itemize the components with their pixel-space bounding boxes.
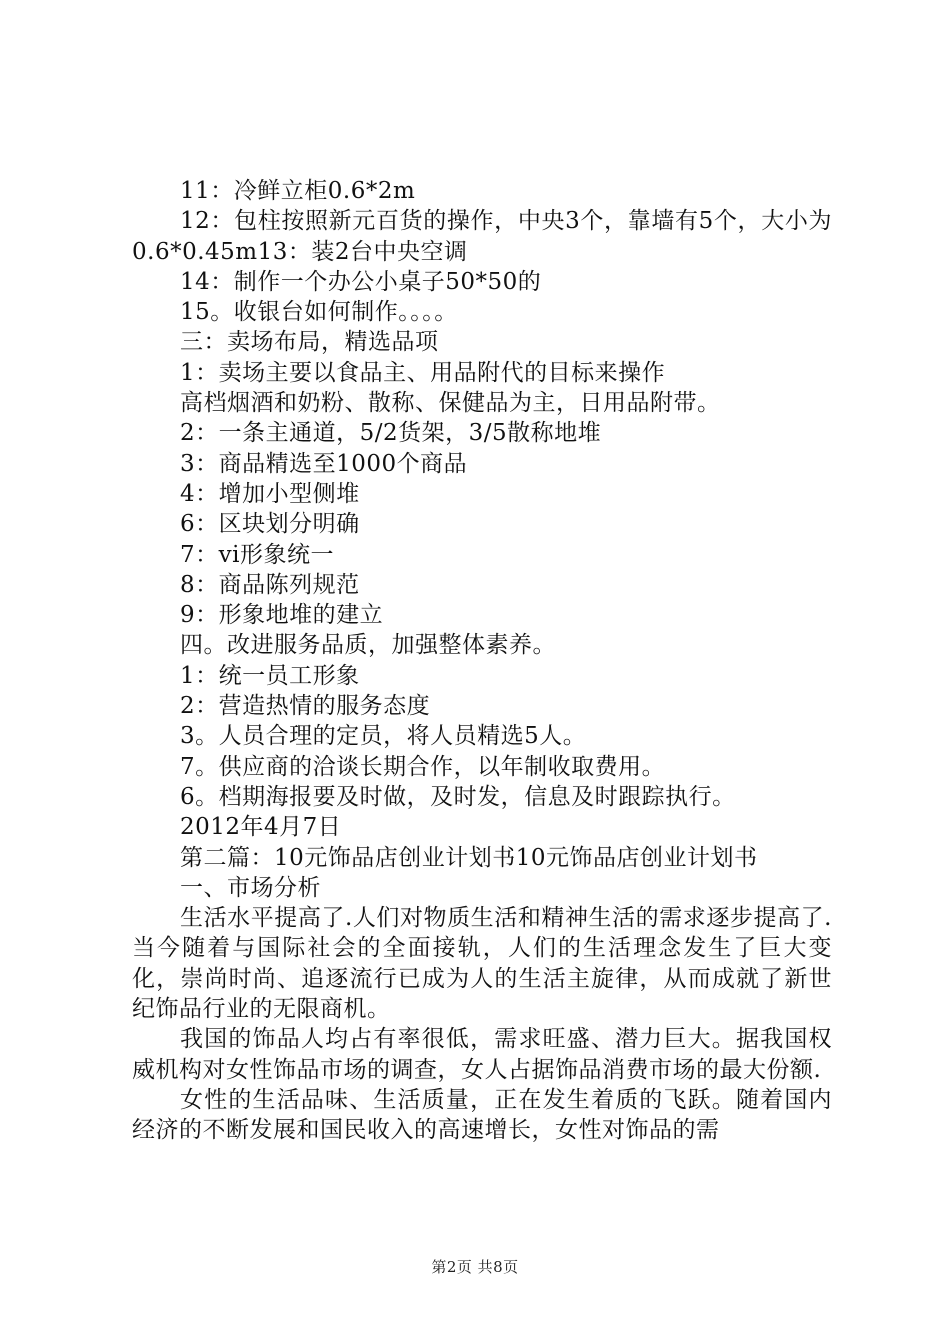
text-line: 7：vi形象统一 [180,541,334,568]
text-line: 2：一条主通道，5/2货架，3/5散称地堆 [180,420,602,447]
page-number: 第2页 共8页 [431,1258,519,1276]
section-heading: 四。改进服务品质，加强整体素养。 [180,632,556,659]
text-line: 6。档期海报要及时做，及时发，信息及时跟踪执行。 [180,783,736,810]
text-line: 高档烟酒和奶粉、散称、保健品为主，日用品附带。 [180,390,721,417]
text-line: 4：增加小型侧堆 [180,480,360,507]
text-line: 9：形象地堆的建立 [180,602,384,629]
text-line: 6：区块划分明确 [180,511,360,538]
text-line: 1：卖场主要以食品主、用品附代的目标来操作 [180,359,666,386]
body-paragraph: 女性的生活品味、生活质量，正在发生着质的飞跃。随着国内经济的不断发展和国民收入的高速增长，女性对饰品的需 [132,1086,832,1144]
date-line: 2012年4月7日 [180,814,342,841]
section-heading: 一、市场分析 [180,874,321,901]
text-line: 7。供应商的洽谈长期合作，以年制收取费用。 [180,753,666,780]
text-line: 12：包柱按照新元百货的操作，中央3个，靠墙有5个，大小为0.6*0.45m13：装2台中央空调 [132,208,832,265]
text-line: 15。收银台如何制作。。。。 [180,299,458,326]
text-line: 3。人员合理的定员，将人员精选5人。 [180,723,587,750]
text-line: 11：冷鲜立柜0.6*2m [180,178,416,204]
chapter-title: 第二篇：10元饰品店创业计划书10元饰品店创业计划书 [180,844,758,871]
body-paragraph: 我国的饰品人均占有率很低，需求旺盛、潜力巨大。据我国权威机构对女性饰品市场的调查，女人占据饰品消费市场的最大份额. [132,1026,832,1083]
text-line: 3：商品精选至1000个商品 [180,450,468,477]
text-line: 1：统一员工形象 [180,662,360,689]
section-heading: 三：卖场布局，精选品项 [180,329,439,356]
body-paragraph: 生活水平提高了.人们对物质生活和精神生活的需求逐步提高了.当今随着与国际社会的全面接轨，人们的生活理念发生了巨大变化，崇尚时尚、追逐流行已成为人的生活主旋律，从而成就了新世纪饰品行业的无限商机。 [132,905,832,1023]
document-body [132,176,832,1146]
text-line: 14：制作一个办公小桌子50*50的 [180,268,542,295]
text-line: 2：营造热情的服务态度 [180,693,431,720]
text-line: 8：商品陈列规范 [180,571,360,598]
